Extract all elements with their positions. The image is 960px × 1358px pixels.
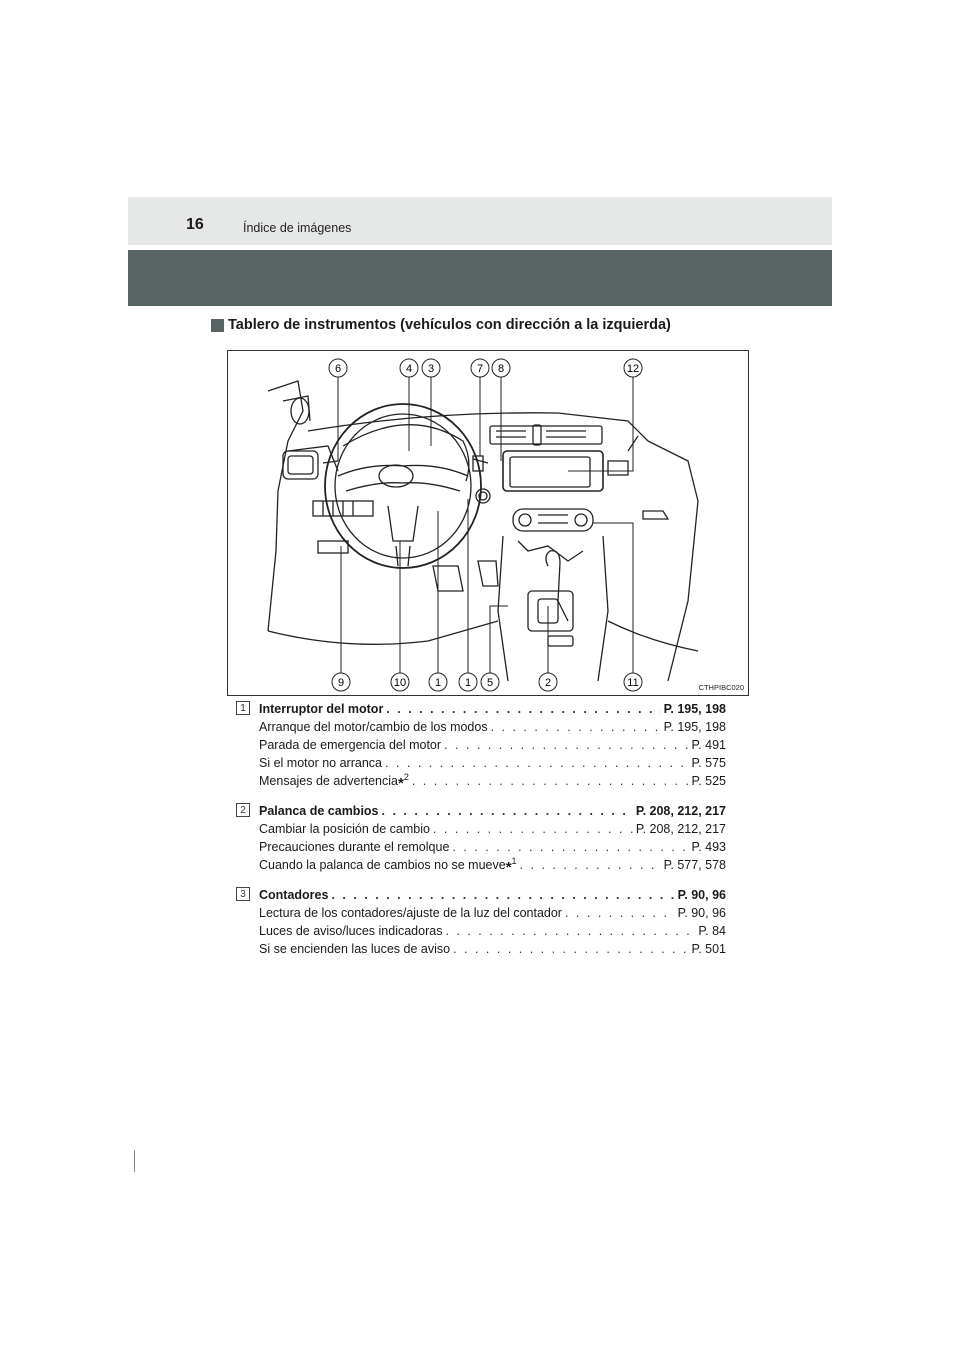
svg-text:6: 6 <box>334 363 342 375</box>
page-title: Índice de imágenes <box>243 221 352 235</box>
page-reference: P. 90, 96 <box>677 888 726 902</box>
svg-text:12: 12 <box>626 363 640 375</box>
entry-item-line <box>259 940 726 958</box>
entry-item-text: Si se encienden las luces de aviso <box>259 942 451 956</box>
svg-text:1: 1 <box>464 677 472 689</box>
page-reference: P. 491 <box>691 738 726 752</box>
leader-dots <box>453 940 688 958</box>
entry-item-text: Lectura de los contadores/ajuste de la luz del contador <box>259 906 562 920</box>
entry-title-line <box>259 802 726 820</box>
callout-10 <box>391 673 409 691</box>
leader-dots <box>444 736 688 754</box>
callout-5 <box>481 673 499 691</box>
entry-item-line <box>259 772 726 791</box>
entry-title: Interruptor del motor <box>259 702 384 716</box>
entry-title: Contadores <box>259 888 329 902</box>
page-number: 16 <box>186 216 204 233</box>
page-reference: P. 195, 198 <box>663 702 726 716</box>
top-callouts <box>329 359 642 377</box>
page-reference: P. 577, 578 <box>663 858 726 872</box>
page-header <box>128 197 832 245</box>
page-reference: P. 90, 96 <box>677 906 726 920</box>
page-reference: P. 208, 212, 217 <box>635 804 726 818</box>
page-reference: P. 525 <box>691 774 726 788</box>
dashboard-drawing <box>228 351 748 695</box>
entry-item-line <box>259 904 726 922</box>
entry-item-text: Mensajes de advertencia*$^2$ <box>259 772 409 792</box>
figure-code: CTHPIBC020 <box>698 683 744 692</box>
margin-mark <box>134 1150 135 1172</box>
header-band <box>128 250 832 306</box>
note-mark: * <box>397 775 404 792</box>
callout-1 <box>429 673 447 691</box>
svg-text:4: 4 <box>405 363 413 375</box>
entry-number-badge: 3 <box>236 887 250 901</box>
entry-1 <box>236 700 726 791</box>
entry-item-line <box>259 754 726 772</box>
entry-title-line <box>259 700 726 718</box>
entry-2 <box>236 802 726 875</box>
leader-dots <box>565 904 675 922</box>
page-reference: P. 84 <box>698 924 726 938</box>
entry-item-line <box>259 856 726 875</box>
note-number: 1 <box>511 856 517 866</box>
callout-1 <box>459 673 477 691</box>
note-mark: * <box>505 859 512 876</box>
entry-item-line <box>259 820 726 838</box>
leader-dots <box>433 820 633 838</box>
svg-text:7: 7 <box>476 363 484 375</box>
callout-9 <box>332 673 350 691</box>
entry-item-line <box>259 838 726 856</box>
leader-dots <box>452 838 688 856</box>
callout-12 <box>624 359 642 377</box>
leader-dots <box>382 802 633 820</box>
leader-dots <box>331 886 674 904</box>
heading-square-icon <box>211 319 224 332</box>
page-reference: P. 493 <box>691 840 726 854</box>
page-reference: P. 575 <box>691 756 726 770</box>
svg-text:5: 5 <box>486 677 494 689</box>
callout-6 <box>329 359 347 377</box>
page-reference: P. 208, 212, 217 <box>635 822 726 836</box>
entry-title-line <box>259 886 726 904</box>
entry-item-line <box>259 718 726 736</box>
svg-text:9: 9 <box>337 677 345 689</box>
page-reference: P. 195, 198 <box>663 720 726 734</box>
entry-title: Palanca de cambios <box>259 804 379 818</box>
entry-item-text: Arranque del motor/cambio de los modos <box>259 720 488 734</box>
callout-2 <box>539 673 557 691</box>
entry-item-text: Cambiar la posición de cambio <box>259 822 430 836</box>
svg-text:3: 3 <box>427 363 435 375</box>
entry-item-text: Cuando la palanca de cambios no se mueve*$^1$ <box>259 856 517 876</box>
leader-dots <box>412 772 689 791</box>
svg-text:10: 10 <box>393 677 407 689</box>
svg-text:1: 1 <box>434 677 442 689</box>
entry-item-text: Precauciones durante el remolque <box>259 840 450 854</box>
leader-dots <box>386 700 660 718</box>
svg-text:2: 2 <box>544 677 552 689</box>
bottom-callouts <box>332 673 642 691</box>
leader-dots <box>385 754 688 772</box>
entry-list <box>236 700 726 969</box>
callout-3 <box>422 359 440 377</box>
entry-item-line <box>259 922 726 940</box>
leader-dots <box>445 922 695 940</box>
entry-item-text: Parada de emergencia del motor <box>259 738 442 752</box>
note-number: 2 <box>403 772 409 782</box>
section-heading <box>211 317 671 333</box>
entry-item-text: Luces de aviso/luces indicadoras <box>259 924 443 938</box>
callout-7 <box>471 359 489 377</box>
section-heading-text: Tablero de instrumentos (vehículos con dirección a la izquierda) <box>228 317 671 333</box>
entry-item-text: Si el motor no arranca <box>259 756 382 770</box>
svg-text:11: 11 <box>627 677 639 689</box>
callout-11 <box>624 673 642 691</box>
leader-dots <box>520 856 661 875</box>
page-reference: P. 501 <box>691 942 726 956</box>
dashboard-illustration <box>227 350 749 696</box>
leader-dots <box>491 718 661 736</box>
entry-number-badge: 2 <box>236 803 250 817</box>
svg-text:8: 8 <box>497 363 505 375</box>
callout-8 <box>492 359 510 377</box>
callout-4 <box>400 359 418 377</box>
entry-item-line <box>259 736 726 754</box>
entry-3 <box>236 886 726 958</box>
entry-number-badge: 1 <box>236 701 250 715</box>
